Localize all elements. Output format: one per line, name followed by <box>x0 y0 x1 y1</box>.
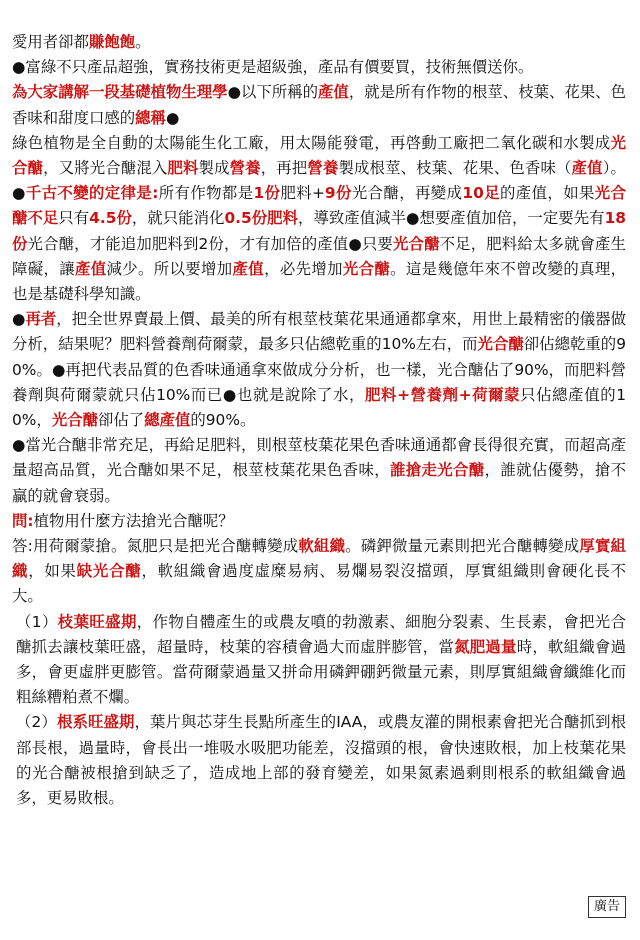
article-body <box>12 30 626 811</box>
highlight-text: 產值 <box>571 159 603 178</box>
highlight-text: 光合醣 <box>477 335 524 354</box>
highlight-text: 賺飽飽 <box>88 33 136 51</box>
highlight-text: 產值 <box>318 83 349 102</box>
highlight-text: 光合醣 <box>342 259 391 278</box>
highlight-text: 問: <box>12 511 34 530</box>
body-text: ，把全世界賣最上價、最美的所有根莖枝葉花果通通都拿來，用世上最精密的儀器做分析，結果呢？肥料營養劑荷爾蒙，最多只佔總乾重的10%左右，而 <box>12 310 626 354</box>
body-text: ，作物自體產生的或農友噴的勃激素、細胞分裂素、生長素，會把光合醣抓去讓枝葉旺盛，超量時，枝葉的容積會過大而虛胖膨管，當 <box>16 612 626 656</box>
highlight-text: 營養 <box>307 159 339 178</box>
highlight-text: 誰搶走光合醣 <box>390 461 485 480</box>
body-text: ●以下所稱的 <box>227 83 319 102</box>
paragraph <box>12 55 626 80</box>
body-text: ，就只能消化 <box>131 209 225 228</box>
body-text: 只有 <box>58 209 90 228</box>
highlight-text: 產值 <box>75 259 107 278</box>
highlight-text: 肥料+營養劑+荷爾蒙 <box>365 385 521 404</box>
body-text: 答:用荷爾蒙搶。氮肥只是把光合醣轉變成 <box>12 537 299 556</box>
body-text: ● <box>12 310 26 329</box>
body-text: 植物用什麼方法搶光合醣呢？ <box>33 511 234 530</box>
highlight-text: 根系旺盛期 <box>56 713 135 732</box>
highlight-text: 0.5份肥料 <box>224 209 299 228</box>
body-text: 光合醣，再變成 <box>351 184 463 203</box>
highlight-text: 光合醣 <box>51 411 98 430</box>
body-text: ，軟組織會過度虛糜易病、易爛易裂沒擋頭，厚實組織則會硬化長不大。 <box>12 562 626 606</box>
body-text: 光合醣，才能追加肥料到2份，才有加倍的產值●只要 <box>27 234 393 253</box>
body-text: ●富綠不只產品超強，實務技術更是超級強，產品有價要買，技術無價送你。 <box>12 58 534 77</box>
highlight-text: 枝葉旺盛期 <box>57 612 137 631</box>
body-text: 製成 <box>198 159 230 178</box>
paragraph <box>12 307 626 433</box>
highlight-text: 肥料 <box>167 159 199 178</box>
highlight-text: 缺光合醣 <box>76 562 142 581</box>
body-text: 。磷鉀微量元素則把光合醣轉變成 <box>345 537 580 556</box>
highlight-text: 氮肥過量 <box>454 637 517 656</box>
body-text: 綠色植物是全自動的太陽能生化工廠，用太陽能發電，再啓動工廠把二氧化碳和水製成 <box>12 133 611 152</box>
paragraph <box>12 80 626 130</box>
highlight-text: 光合醣不足 <box>12 184 626 228</box>
paragraph <box>12 433 626 509</box>
highlight-text: 光合醣 <box>392 234 440 253</box>
highlight-text: 18份 <box>12 209 626 253</box>
body-text: ，就是所有作物的根莖、枝葉、花果、色香味和甜度口感的 <box>12 83 626 127</box>
paragraph <box>12 610 626 711</box>
body-text: ，誰就佔優勢，搶不贏的就會衰弱。 <box>12 461 626 505</box>
body-text: ，如果 <box>28 562 77 581</box>
highlight-text: 為大家講解一段基礎植物生理學 <box>12 83 228 102</box>
body-text: ，必先增加 <box>264 259 343 278</box>
highlight-text: 軟組織 <box>298 537 346 556</box>
body-text: 製成根莖、枝葉、花果、色香味（ <box>338 159 572 178</box>
body-text: ）。● <box>12 159 626 203</box>
body-text: 只佔總產值的10%， <box>12 385 627 430</box>
body-text: 所有作物都是 <box>158 184 254 203</box>
paragraph <box>12 509 626 534</box>
body-text: 時，軟組織會過多，會更虛胖更膨管。當荷爾蒙過量又拼命用磷鉀硼鈣微量元素，則厚實組織會纖維化而粗絲糟粕煮不爛。 <box>16 637 626 707</box>
paragraph <box>12 131 626 307</box>
body-text: 卻佔總乾重的90%。●再把代表品質的色香味通通拿來做成分分析，也一樣，光合醣佔了90%，而肥料營養劑與荷爾蒙就只佔10%而已●也就是說除了水， <box>12 335 626 404</box>
highlight-text: 10足 <box>462 184 501 203</box>
body-text: 。這是幾億年來不曾改變的真理，也是基礎科學知識。 <box>12 259 626 304</box>
body-text: ，導致產值減半●想要產值加倍，一定要先有 <box>298 209 605 228</box>
ad-badge[interactable]: 廣告 <box>588 896 626 918</box>
paragraph <box>12 30 626 55</box>
body-text: ● <box>165 108 180 127</box>
highlight-text: 光合醣 <box>12 133 626 178</box>
body-text: ，葉片與芯芽生長點所產生的IAA，或農友灌的開根素會把光合醣抓到根部長根，過量時，會長出一堆吸水吸肥功能差，沒擋頭的根，會快速敗根，加上枝葉花果的光合醣被根搶到缺乏了，造成地上部的發育變差，如果氮素過剩則根系的軟組織會過多，更易敗根。 <box>16 713 626 808</box>
body-text: 不足，肥料給太多就會產生障礙，讓 <box>12 234 626 278</box>
highlight-text: 總產值 <box>144 411 191 430</box>
body-text: （2） <box>16 713 57 732</box>
highlight-text: 1份 <box>253 184 281 203</box>
body-text: ，又將光合醣混入 <box>43 159 168 178</box>
body-text: 卻佔了 <box>98 411 145 430</box>
highlight-text: 總稱 <box>135 108 166 127</box>
highlight-text: 9份 <box>324 184 352 203</box>
highlight-text: 再者 <box>25 310 57 329</box>
paragraph <box>12 710 626 811</box>
body-text: ●當光合醣非常充足，再給足肥料，則根莖枝葉花果色香味通通都會長得很充實，而超高產量超高品質，光合醣如果不足，根莖枝葉花果色香味， <box>12 436 626 480</box>
highlight-text: 產值 <box>232 259 265 278</box>
body-text: 的產值，如果 <box>500 184 595 203</box>
highlight-text: 4.5份 <box>89 209 132 228</box>
body-text: 肥料+ <box>280 184 325 203</box>
paragraph <box>12 534 626 610</box>
body-text: （1） <box>16 612 58 631</box>
highlight-text: 厚實組織 <box>12 537 626 581</box>
highlight-text: 千古不變的定律是: <box>25 184 159 203</box>
body-text: 的90%。 <box>190 411 256 430</box>
body-text: 愛用者卻都 <box>12 33 89 51</box>
body-text: ，再把 <box>260 159 308 178</box>
body-text: 減少。所以要增加 <box>106 259 233 278</box>
body-text: 。 <box>135 33 151 51</box>
highlight-text: 營養 <box>229 159 261 178</box>
